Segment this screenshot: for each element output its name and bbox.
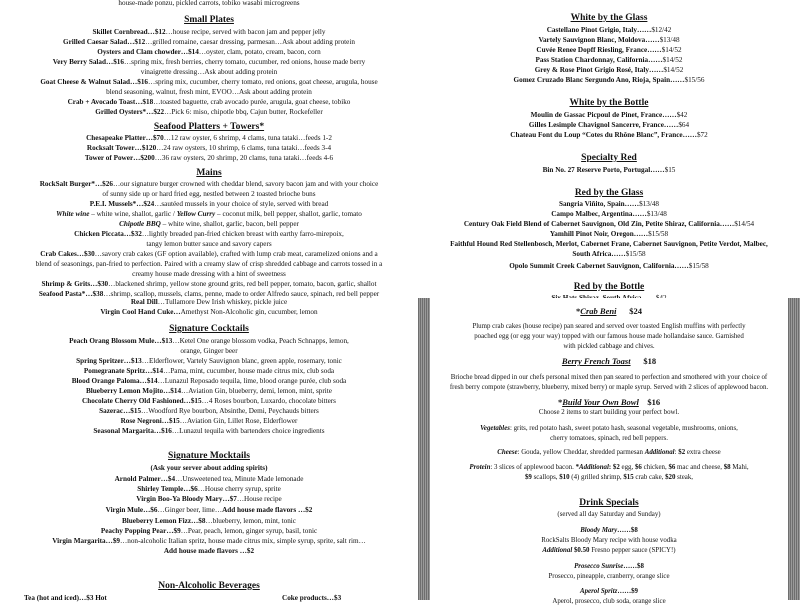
wine-section-heading: Specialty Red — [581, 153, 637, 163]
brunch-menu-viewer[interactable] — [418, 298, 800, 605]
wine-menu-line: South Africa……$15/58 — [572, 250, 646, 258]
food-menu-line: Skillet Cornbread…$12…house recipe, served with bacon jam and pepper jelly — [92, 28, 326, 36]
food-menu-line: Virgin Margarita…$9…non-alcoholic Italian spritz, house made citrus mix, simple syrup, sprite, salt rim… — [52, 537, 366, 545]
food-menu-line: Very Berry Salad…$16…spring mix, fresh berries, cherry tomato, cucumber, red onions, house made berry — [52, 58, 366, 66]
brunch-menu-line: Protein: 3 slices of applewood bacon. *Additional: $2 egg, $6 chicken, $6 mac and cheese, $8 Mahi, — [469, 464, 749, 471]
brunch-menu-line: *Build Your Own Bowl $16 — [557, 397, 661, 407]
wine-menu-line: Moulin de Gassac Picpoul de Pinet, France……$42 — [530, 111, 688, 119]
food-menu-line: Shrimp & Grits…$30…blackened shrimp, yellow stone ground grits, red bell pepper, tomato, bacon, garlic, shallot — [41, 280, 377, 288]
food-menu-line: Coke products…$3 — [282, 594, 342, 602]
food-menu-line: Pomegranate Spritz…$14…Pama, mint, cucumber, house made citrus mix, club soda — [83, 367, 335, 375]
wine-section-heading: Red by the Bottle — [573, 282, 645, 292]
brunch-menu-page — [430, 298, 788, 605]
brunch-section-heading: Drink Specials — [579, 498, 639, 508]
brunch-menu-line: with pickled cabbage and chives. — [563, 343, 655, 350]
brunch-menu-line: poached egg (or egg your way) topped with our famous house made hollandaise sauce. Garnished — [474, 333, 744, 340]
food-menu-line: (Ask your server about adding spirits) — [150, 464, 268, 472]
wine-menu-line: Gilles Lesimple Chavignol Sancerre, France……$64 — [528, 121, 690, 129]
food-menu-line: Rose Negroni…$15…Aviation Gin, Lillet Rose, Elderflower — [120, 417, 298, 425]
food-menu-line: Crab Cakes…$30…savory crab cakes (GF option available), crafted with lump crab meat, caramelized onions and a — [40, 250, 378, 258]
brunch-menu-line: Additional $0.50 Fresno pepper sauce (SPICY!) — [542, 547, 676, 554]
wine-menu-line: Sangria Viñito, Spain……$13/48 — [558, 200, 660, 208]
brunch-menu-line: Prosecco, pineapple, cranberry, orange slice — [548, 573, 670, 580]
food-menu-line: Oysters and Clam chowder…$14…oyster, clam, potato, cream, bacon, corn — [97, 48, 321, 56]
brunch-menu-line: Aperol, prosecco, club soda, orange slice — [552, 598, 666, 605]
food-menu-line: Chipotle BBQ – white wine, shallot, garlic, bacon, bell pepper — [119, 220, 299, 228]
food-menu-line: Grilled Caesar Salad…$12…grilled romaine, caesar dressing, parmesan…Ask about adding protein — [63, 38, 355, 46]
wine-menu-line: Vartely Sauvignon Blanc, Moldova……$13/48 — [538, 36, 680, 44]
food-menu-line: Crab + Avocado Toast…$18…toasted baguette, crab avocado purée, arugula, goat cheese, tobiko — [67, 98, 351, 106]
food-menu-line: tangy lemon butter sauce and savory capers — [146, 240, 272, 248]
brunch-menu-line: Choose 2 items to start building your perfect bowl. — [538, 409, 680, 416]
wine-list-page — [418, 0, 800, 300]
wine-and-brunch-panel — [418, 0, 800, 605]
brunch-menu-line: Bloody Mary……$8 — [580, 527, 638, 534]
wine-menu-line: Pass Station Chardonnay, California……$14/52 — [535, 56, 683, 64]
brunch-menu-line: fresh berry compote (strawberry, blueberry, mixed berry) or maple syrup. Served with 2 slices of applewood bacon. — [449, 384, 769, 391]
brunch-menu-line: Plump crab cakes (house recipe) pan seared and served over toasted English muffins with perfectly — [472, 323, 746, 330]
food-menu-line: Add house made flavors …$2 — [163, 547, 255, 555]
food-menu-line: creamy house made dressing with a hint of sweetness — [132, 270, 286, 278]
food-menu-line: Chocolate Cherry Old Fashioned…$15…4 Roses bourbon, Luxardo, chocolate bitters — [82, 397, 336, 405]
brunch-menu-line: Berry French Toast $18 — [561, 356, 657, 366]
food-menu-line: Arnold Palmer…$4…Unsweetened tea, Minute Made lemonade — [114, 475, 304, 483]
wine-menu-line: Faithful Hound Red Stellenbosch, Merlot, Cabernet Frane, Cabernet Sauvignon, Petite Verdot, Malbec, — [450, 240, 768, 248]
brunch-menu-line: Cheese: Gouda, yellow Cheddar, shredded parmesan Additional: $2 extra cheese — [497, 449, 721, 456]
food-menu-line: blend seasoning, walnut, fresh mint, EVOO…Ask about adding protein — [106, 88, 312, 96]
food-menu-line: Chesapeake Platter…$70…12 raw oyster, 6 shrimp, 4 clams, tuna tataki…feeds 1-2 — [86, 134, 332, 142]
food-menu-line: Sazerac…$15…Woodford Rye bourbon, Absinthe, Demi, Peychauds bitters — [99, 407, 319, 415]
wine-section-heading: Red by the Glass — [574, 188, 644, 198]
food-section-heading: Seafood Platters + Towers* — [153, 122, 265, 132]
food-section-heading: Small Plates — [184, 15, 234, 25]
food-menu-line: Virgin Mule…$6…Ginger beer, lime…Add house made flavors …$2 — [105, 506, 313, 514]
wine-menu-line: Yamhill Pinot Noir, Oregon……$15/58 — [549, 230, 669, 238]
brunch-menu-line: Brioche bread dipped in our chefs personal mixed then pan seared to perfection and smothered with your choice of — [450, 374, 768, 381]
food-menu-line: Shirley Temple…$6…House cherry syrup, sprite — [137, 485, 281, 493]
food-menu-line: Peach Orang Blossom Mule…$13…Ketel One orange blossom vodka, Peach Schnapps, lemon, — [69, 337, 349, 345]
food-section-heading: Mains — [196, 168, 222, 178]
food-menu-line: vinaigrette dressing…Ask about adding protein — [140, 68, 278, 76]
wine-section-heading: White by the Glass — [570, 13, 648, 23]
food-menu-line: P.E.I. Mussels*…$24…sautéed mussels in your choice of style, served with bread — [89, 200, 329, 208]
brunch-menu-line: cherry tomatoes, spinach, red bell peppers. — [550, 435, 668, 442]
food-menu-line: Seasonal Margarita…$16…Lunazul tequila with bartenders choice ingredients — [93, 427, 325, 435]
food-menu-line: Chicken Piccata…$32…lightly breaded pan-fried chicken breast with earthy farro-mirepoix, — [74, 230, 344, 238]
food-menu-line: Virgin Cool Hand Cuke…Amethyst Non-Alcoholic gin, cucumber, lemon — [100, 308, 318, 316]
wine-menu-line: Castellano Pinot Grigio, Italy……$12/42 — [546, 26, 672, 34]
food-menu-line: house-made ponzu, pickled carrots, tobiko wasabi microgreens — [118, 0, 300, 7]
wine-menu-line: Cuvée Renee Dopff Riesling, France……$14/52 — [536, 46, 682, 54]
food-menu-line: RockSalt Burger*…$26…our signature burger crowned with cheddar blend, savory bacon jam and with your choice — [39, 180, 379, 188]
brunch-menu-line: Aperol Spritz……$9 — [579, 588, 638, 595]
brunch-menu-line: $9 scallops, $10 (4) grilled shrimp, $15 crab cake, $20 steak, — [524, 474, 694, 481]
right-scroll-frame — [788, 298, 800, 600]
food-menu-line: Virgin Boo-Ya Bloody Mary…$7…House recipe — [136, 495, 282, 503]
wine-menu-line: Bin No. 27 Reserve Porto, Portugal……$15 — [542, 166, 676, 174]
food-menu-line: orange, Ginger beer — [180, 347, 238, 355]
food-menu-line: Spring Spritzer…$13…Elderflower, Vartely Sauvignon blanc, green apple, rosemary, tonic — [76, 357, 342, 365]
food-menu-line: Tea (hot and iced)…$3 Hot — [24, 594, 107, 602]
food-menu-line: Real Dill…Tullamore Dew Irish whiskey, pickle juice — [130, 298, 288, 306]
food-menu-line: Rocksalt Tower…$120…24 raw oysters, 10 shrimp, 6 clams, tuna tataki…feeds 3-4 — [86, 144, 332, 152]
brunch-menu-line: Vegetables: grits, red potato hash, sweet potato hash, seasonal vegetable, mushrooms, onions, — [480, 425, 738, 432]
food-menu-line: White wine – white wine, shallot, garlic / Yellow Curry – coconut milk, bell pepper, shallot, garlic, tomato — [56, 210, 362, 218]
brunch-menu-line: RockSalts Bloody Mary recipe with house vodka — [541, 537, 677, 544]
brunch-menu-line: Prosecco Sunrise……$8 — [574, 563, 644, 570]
food-section-heading: Signature Mocktails — [168, 451, 250, 461]
food-menu-line: Peachy Popping Pear…$9…Pear, peach, lemon, ginger syrup, basil, tonic — [100, 527, 318, 535]
wine-menu-line: Opolo Summit Creek Cabernet Sauvignon, California……$15/58 — [509, 262, 709, 270]
left-scroll-frame — [418, 298, 430, 600]
wine-menu-line: Century Oak Field Blend of Cabernet Sauvignon, Old Zin, Petite Shiraz, California……$14/54 — [463, 220, 755, 228]
food-menu-line: of sunny side up or hard fried egg, nestled between 2 toasted brioche buns — [102, 190, 316, 198]
food-section-heading: Non-Alcoholic Beverages — [158, 581, 260, 591]
wine-section-heading: White by the Bottle — [569, 98, 649, 108]
wine-menu-line: Campo Malbec, Argentina……$13/48 — [551, 210, 667, 218]
brunch-menu-line: (served all day Saturday and Sunday) — [557, 511, 661, 518]
food-menu-line: Blueberry Lemon Mojito…$14…Aviation Gin, blueberry, demi, lemon, mint, sprite — [86, 387, 332, 395]
food-menu-line: Grilled Oysters*…$22…Pick 6: miso, chipotle bbq, Cajun butter, Rockefeller — [95, 108, 323, 116]
food-menu-line: Blueberry Lemon Fizz…$8…blueberry, lemon, mint, tonic — [121, 517, 296, 525]
food-menu-line: Blood Orange Paloma…$14…Lunazul Reposado tequila, lime, blood orange purée, club soda — [71, 377, 347, 385]
food-menu-line: Goat Cheese & Walnut Salad…$16…spring mix, cucumber, cherry tomato, red onions, goat cheese, arugula, house — [40, 78, 378, 86]
brunch-menu-line: *Crab Beni $24 — [576, 306, 642, 316]
wine-menu-line: Gomez Cruzado Blanc Sergundo Ano, Rioja, Spain……$15/56 — [513, 76, 705, 84]
food-section-heading: Signature Cocktails — [169, 324, 249, 334]
food-menu-line: Tower of Power…$200…36 raw oysters, 20 shrimp, 20 clams, tuna tataki…feeds 4-6 — [84, 154, 334, 162]
food-menu-line: blend of seasonings, pan-fried to perfection. Paired with a creamy slaw of crisp shredded cabbage and carrots tossed in a — [35, 260, 383, 268]
wine-menu-line: Chateau Font du Loup “Cotes du Rhône Blanc”, France……$72 — [510, 131, 708, 139]
wine-menu-line: Grey & Rose Pinot Grigio Rosé, Italy……$14/52 — [534, 66, 684, 74]
food-menu-line: Seafood Pasta*…$38…shrimp, scallop, mussels, clams, penne, made to order Alfredo sauce, spinach, red bell pepper — [38, 290, 380, 298]
